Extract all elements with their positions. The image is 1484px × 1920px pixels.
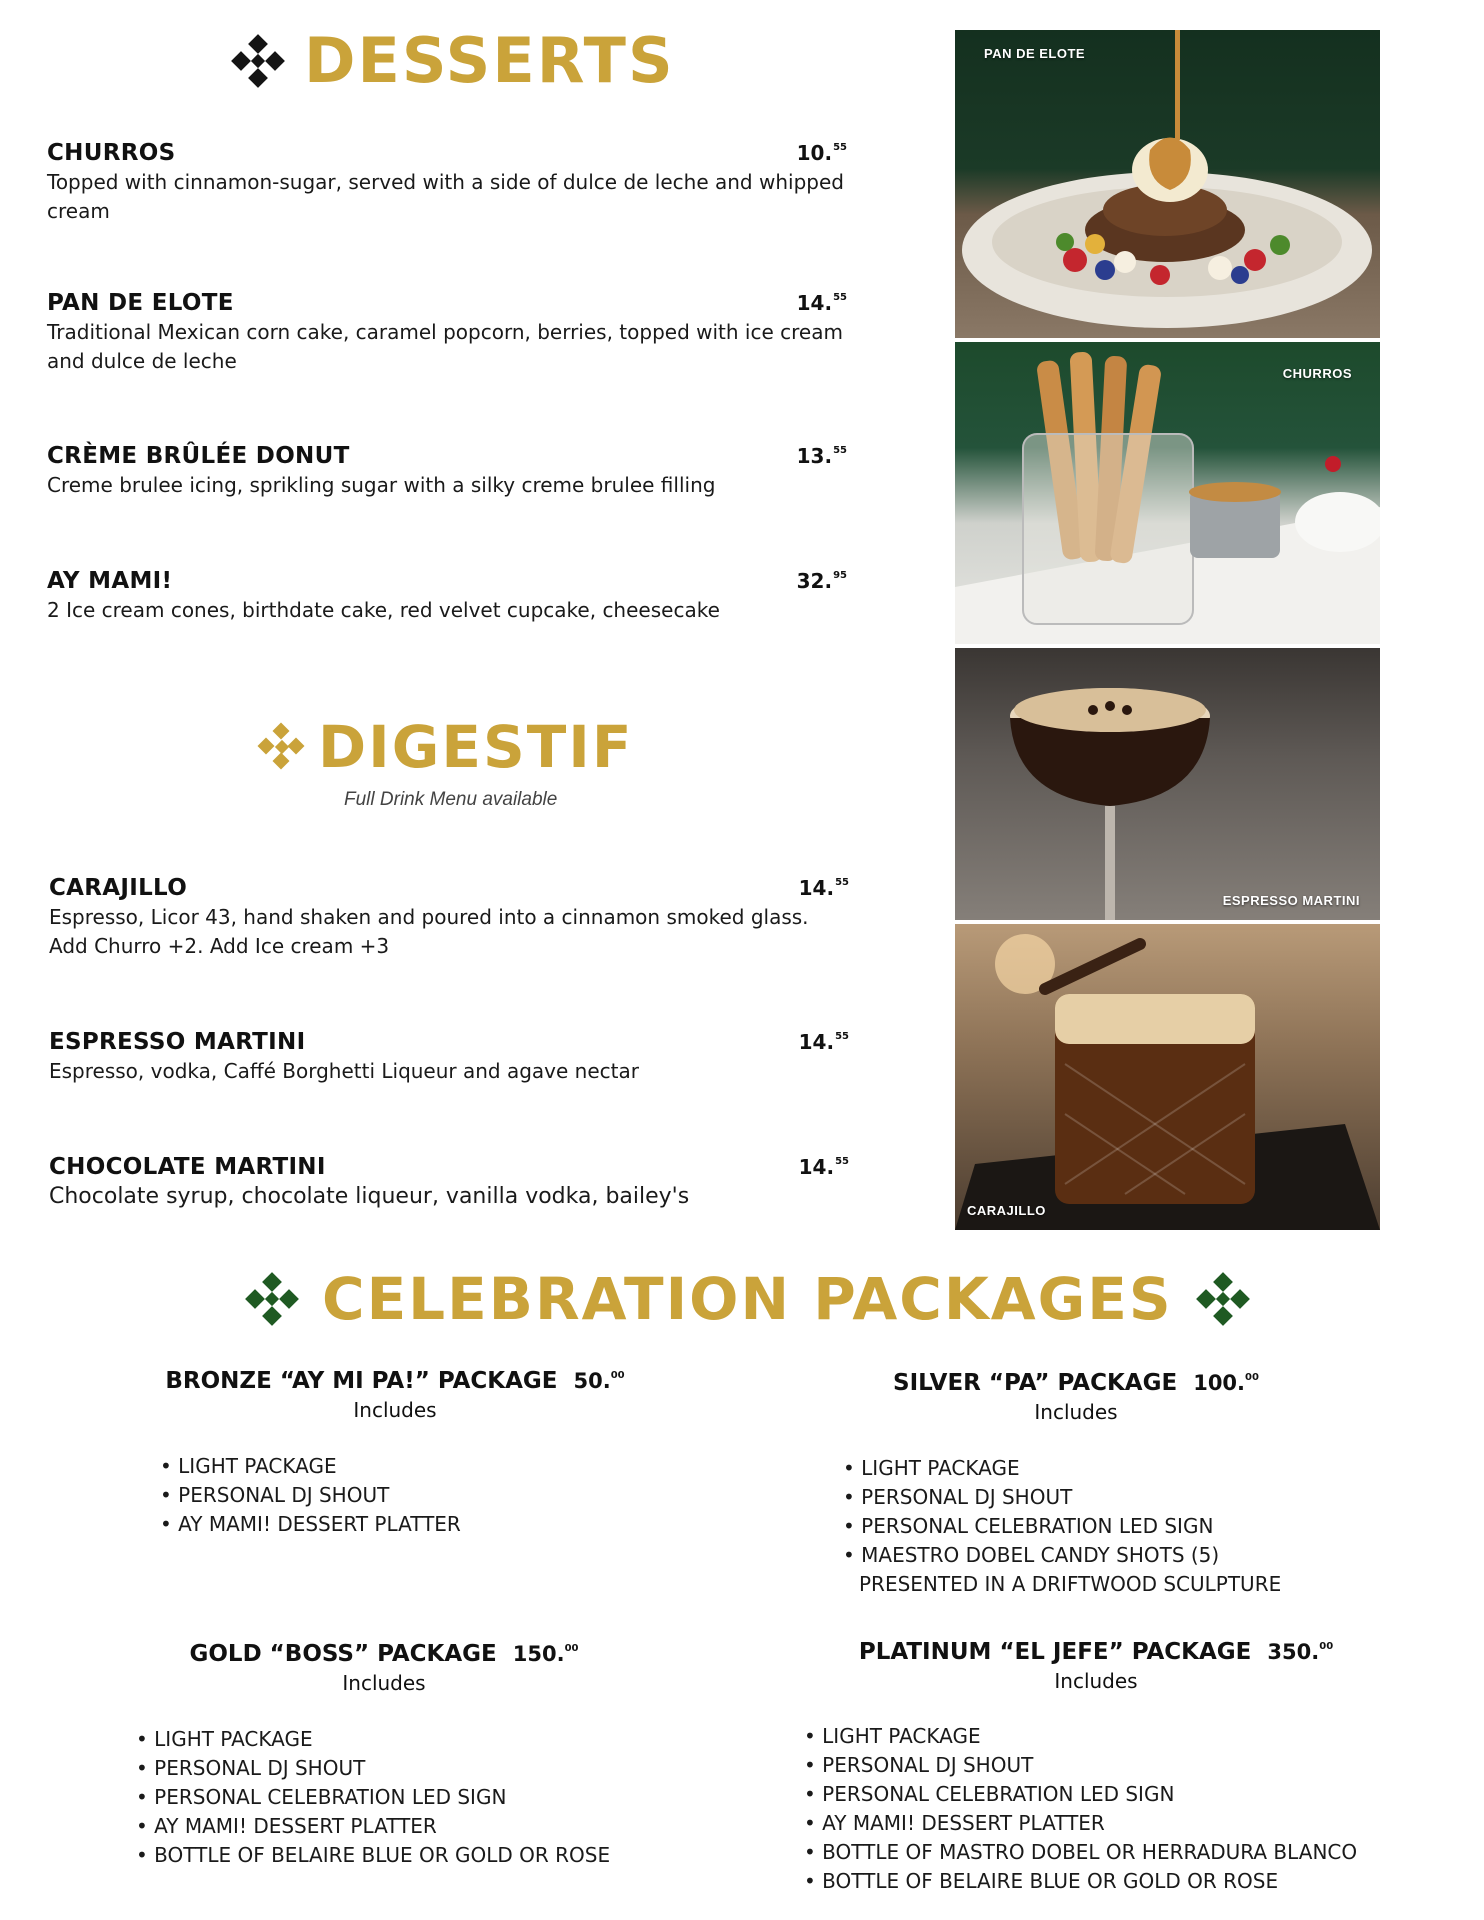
digestif-subtitle: Full Drink Menu available (344, 789, 558, 810)
menu-item-carajillo (49, 875, 849, 961)
package-title: BRONZE “AY MI PA!” PACKAGE 50.00 (165, 1368, 625, 1394)
list-item: • PERSONAL CELEBRATION LED SIGN (843, 1512, 1281, 1541)
item-description-addons: Add Churro +2. Add Ice cream +3 (49, 934, 390, 958)
digestif-heading (258, 713, 634, 781)
diamond-ornament-icon (258, 723, 306, 771)
list-item: • PERSONAL DJ SHOUT (843, 1483, 1281, 1512)
package-includes: Includes (1034, 1400, 1118, 1424)
item-price: 14.55 (798, 1030, 849, 1054)
package-title: SILVER “PA” PACKAGE 100.00 (893, 1370, 1259, 1396)
item-price: 10.55 (796, 141, 847, 165)
item-description: Traditional Mexican corn cake, caramel popcorn, berries, topped with ice cream and dulce de leche (47, 320, 843, 373)
photo-pan-de-elote (955, 30, 1380, 338)
package-includes: Includes (342, 1671, 426, 1695)
diamond-ornament-icon (246, 1273, 298, 1325)
list-item: • PERSONAL CELEBRATION LED SIGN (804, 1780, 1357, 1809)
photo-label: CHURROS (1282, 366, 1352, 381)
menu-item-ay-mami (47, 568, 847, 625)
item-price: 13.55 (796, 444, 847, 468)
item-name: CHOCOLATE MARTINI (49, 1154, 326, 1180)
list-item: • AY MAMI! DESSERT PLATTER (804, 1809, 1357, 1838)
item-description: Espresso, vodka, Caffé Borghetti Liqueur and agave nectar (49, 1059, 639, 1083)
item-name: AY MAMI! (47, 568, 173, 594)
item-name: ESPRESSO MARTINI (49, 1029, 306, 1055)
list-item: • LIGHT PACKAGE (136, 1725, 610, 1754)
item-name: CHURROS (47, 140, 176, 166)
diamond-ornament-icon (1197, 1273, 1249, 1325)
desserts-heading (232, 24, 675, 97)
item-name: CRÈME BRÛLÉE DONUT (47, 443, 350, 469)
package-includes: Includes (353, 1398, 437, 1422)
list-item: • LIGHT PACKAGE (804, 1722, 1357, 1751)
list-item: • LIGHT PACKAGE (843, 1454, 1281, 1483)
photo-churros (955, 342, 1380, 644)
menu-item-chocolate-martini (49, 1154, 849, 1211)
package-platinum-list (804, 1722, 1357, 1896)
list-item: • BOTTLE OF BELAIRE BLUE OR GOLD OR ROSE (136, 1841, 610, 1870)
package-title: PLATINUM “EL JEFE” PACKAGE 350.00 (858, 1639, 1334, 1665)
photo-label: CARAJILLO (967, 1203, 1046, 1218)
churros-illustration (955, 342, 1380, 644)
list-item: • AY MAMI! DESSERT PLATTER (136, 1812, 610, 1841)
item-price: 14.55 (796, 291, 847, 315)
list-item: • BOTTLE OF BELAIRE BLUE OR GOLD OR ROSE (804, 1867, 1357, 1896)
list-item: • BOTTLE OF MASTRO DOBEL OR HERRADURA BLANCO (804, 1838, 1357, 1867)
list-item: • AY MAMI! DESSERT PLATTER (160, 1510, 461, 1539)
item-description: Topped with cinnamon-sugar, served with a side of dulce de leche and whipped cream (47, 170, 844, 223)
list-item: • PERSONAL CELEBRATION LED SIGN (136, 1783, 610, 1812)
item-price: 14.55 (798, 876, 849, 900)
list-item: • LIGHT PACKAGE (160, 1452, 461, 1481)
item-description: 2 Ice cream cones, birthdate cake, red velvet cupcake, cheesecake (47, 598, 720, 622)
item-price: 14.55 (798, 1155, 849, 1179)
list-item: PRESENTED IN A DRIFTWOOD SCULPTURE (859, 1572, 1282, 1596)
photo-label: ESPRESSO MARTINI (1222, 893, 1360, 908)
item-name: PAN DE ELOTE (47, 290, 234, 316)
item-description: Creme brulee icing, sprikling sugar with a silky creme brulee filling (47, 473, 716, 497)
diamond-ornament-icon (232, 35, 284, 87)
photo-label: PAN DE ELOTE (984, 46, 1086, 61)
carajillo-illustration (955, 924, 1380, 1230)
menu-item-pan-de-elote (47, 290, 847, 376)
list-item: • MAESTRO DOBEL CANDY SHOTS (5) (843, 1541, 1281, 1570)
package-platinum (796, 1639, 1396, 1693)
celebration-heading (246, 1265, 1249, 1333)
package-silver-list (843, 1454, 1281, 1599)
espresso-martini-illustration (955, 648, 1380, 920)
package-bronze (95, 1368, 695, 1422)
menu-item-espresso-martini (49, 1029, 849, 1086)
celebration-title: CELEBRATION PACKAGES (322, 1265, 1173, 1333)
package-gold (84, 1641, 684, 1695)
digestif-title: DIGESTIF (318, 713, 634, 781)
item-name: CARAJILLO (49, 875, 188, 901)
item-description: Chocolate syrup, chocolate liqueur, vanilla vodka, bailey's (49, 1184, 690, 1209)
menu-item-creme-brulee-donut (47, 443, 847, 500)
pan-de-elote-illustration (955, 30, 1380, 338)
list-item: • PERSONAL DJ SHOUT (160, 1481, 461, 1510)
item-price: 32.95 (796, 569, 847, 593)
list-item: • PERSONAL DJ SHOUT (136, 1754, 610, 1783)
package-gold-list (136, 1725, 610, 1870)
photo-carajillo (955, 924, 1380, 1230)
list-item: • PERSONAL DJ SHOUT (804, 1751, 1357, 1780)
desserts-title: DESSERTS (304, 24, 675, 97)
package-silver (776, 1370, 1376, 1424)
photo-espresso-martini (955, 648, 1380, 920)
package-bronze-list (160, 1452, 461, 1539)
package-title: GOLD “BOSS” PACKAGE 150.00 (189, 1641, 579, 1667)
package-includes: Includes (1054, 1669, 1138, 1693)
menu-item-churros (47, 140, 847, 226)
item-description: Espresso, Licor 43, hand shaken and poured into a cinnamon smoked glass. (49, 905, 809, 929)
